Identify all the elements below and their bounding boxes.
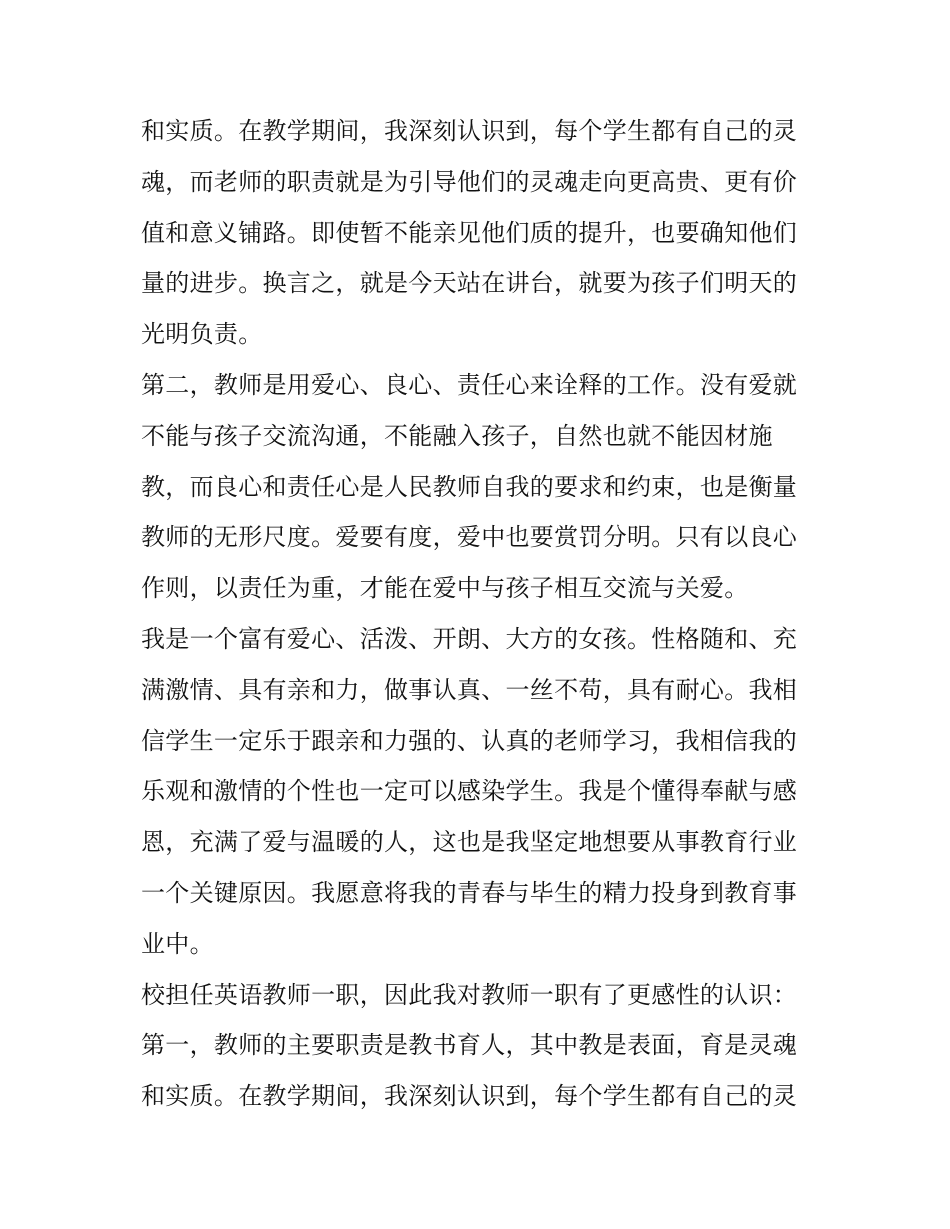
text-line: 第二，教师是用爱心、良心、责任心来诠释的工作。没有爱就: [141, 370, 798, 399]
text-line: 我是一个富有爱心、活泼、开朗、大方的女孩。性格随和、充: [141, 624, 798, 653]
text-line: 第一，教师的主要职责是教书育人，其中教是表面，育是灵魂: [141, 1031, 798, 1060]
text-line: 作则，以责任为重，才能在爱中与孩子相互交流与关爱。: [141, 574, 749, 603]
text-line: 魂，而老师的职责就是为引导他们的灵魂走向更高贵、更有价: [141, 167, 798, 196]
body-text: [141, 106, 821, 1122]
text-line: 不能与孩子交流沟通，不能融入孩子，自然也就不能因材施: [141, 421, 773, 450]
text-line: 量的进步。换言之，就是今天站在讲台，就要为孩子们明天的: [141, 269, 798, 298]
text-line: 校担任英语教师一职，因此我对教师一职有了更感性的认识：: [141, 980, 798, 1009]
text-line: 业中。: [141, 929, 214, 958]
text-line: 光明负责。: [141, 320, 263, 349]
text-line: 一个关键原因。我愿意将我的青春与毕生的精力投身到教育事: [141, 878, 798, 907]
text-line: 信学生一定乐于跟亲和力强的、认真的老师学习，我相信我的: [141, 726, 798, 755]
text-line: 教师的无形尺度。爱要有度，爱中也要赏罚分明。只有以良心: [141, 523, 798, 552]
text-line: 满激情、具有亲和力，做事认真、一丝不苟，具有耐心。我相: [141, 675, 798, 704]
text-line: 和实质。在教学期间，我深刻认识到，每个学生都有自己的灵: [141, 117, 798, 145]
text-line: 恩，充满了爱与温暖的人，这也是我坚定地想要从事教育行业: [141, 828, 798, 857]
text-line: 和实质。在教学期间，我深刻认识到，每个学生都有自己的灵: [141, 1082, 798, 1111]
text-line: 教，而良心和责任心是人民教师自我的要求和约束，也是衡量: [141, 472, 798, 501]
text-line: 乐观和激情的个性也一定可以感染学生。我是个懂得奉献与感: [141, 777, 798, 806]
text-line: 值和意义铺路。即使暂不能亲见他们质的提升，也要确知他们: [141, 218, 798, 247]
